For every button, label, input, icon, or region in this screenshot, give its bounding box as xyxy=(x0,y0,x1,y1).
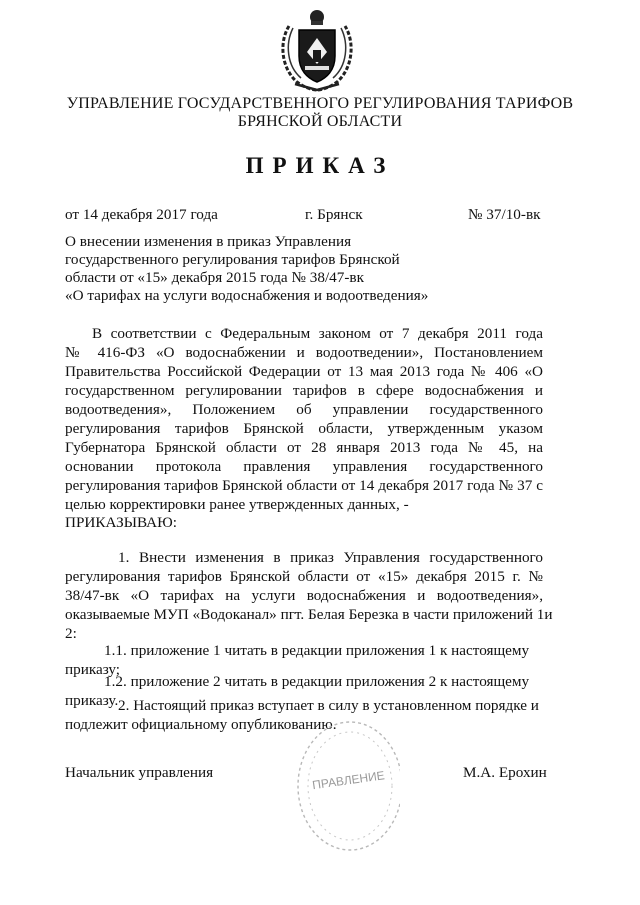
preamble-line: Губернатора Брянской области от 28 января 2013 года № 45, на xyxy=(65,439,543,456)
item-1-line: оказываемые МУП «Водоканал» пгт. Белая Березка в части приложений 1и xyxy=(65,606,553,623)
official-stamp xyxy=(290,718,400,858)
item-1-1-line: 1.1. приложение 1 читать в редакции приложения 1 к настоящему xyxy=(104,642,530,659)
order-number: № 37/10-вк xyxy=(468,206,541,223)
item-1-line: 2: xyxy=(65,625,77,642)
coat-of-arms-emblem xyxy=(275,6,359,92)
order-city: г. Брянск xyxy=(305,206,363,223)
item-1-2-line: 1.2. приложение 2 читать в редакции приложения 2 к настоящему xyxy=(104,673,530,690)
preamble-line: целью корректировки ранее утвержденных данных, - xyxy=(65,496,409,513)
preamble-line: Правительства Российской Федерации от 13 мая 2013 года № 406 «О xyxy=(65,363,543,380)
preamble-line: № 416-ФЗ «О водоснабжении и водоотведении», Постановлением xyxy=(65,344,543,361)
item-1-line: 1. Внести изменения в приказ Управления государственного xyxy=(118,549,543,566)
item-1-1-line: приказу; xyxy=(65,661,121,678)
signatory-position: Начальник управления xyxy=(65,764,214,781)
preamble-line: основании протокола правления управления государственного xyxy=(65,458,543,475)
command-word: ПРИКАЗЫВАЮ: xyxy=(65,514,177,531)
item-1-line: 38/47-вк «О тарифах на услуги водоснабжения и водоотведения», xyxy=(65,587,543,604)
order-date: от 14 декабря 2017 года xyxy=(65,206,218,223)
organization-name-line1: УПРАВЛЕНИЕ ГОСУДАРСТВЕННОГО РЕГУЛИРОВАНИЯ ТАРИФОВ xyxy=(66,95,574,112)
preamble-line: регулирования тарифов Брянской области от 14 декабря 2017 года № 37 с xyxy=(65,477,543,494)
preamble-line: В соответствии с Федеральным законом от 7 декабря 2011 года xyxy=(92,325,543,342)
subject-line: О внесении изменения в приказ Управления xyxy=(65,233,352,250)
stamp-text: ПРАВЛЕНИЕ xyxy=(311,768,386,793)
item-1-2-line: приказу. xyxy=(65,692,119,709)
subject-line: государственного регулирования тарифов Брянской xyxy=(65,251,400,268)
preamble-line: водоотведения», Положением об управлении государственного xyxy=(65,401,543,418)
organization-name-line2: БРЯНСКОЙ ОБЛАСТИ xyxy=(237,113,403,130)
item-2-line: подлежит официальному опубликованию. xyxy=(65,716,337,733)
signatory-name: М.А. Ерохин xyxy=(463,764,547,781)
subject-line: «О тарифах на услуги водоснабжения и водоотведения» xyxy=(65,287,429,304)
preamble-line: регулирования тарифов Брянской области, утвержденным указом xyxy=(65,420,543,437)
item-2-line: 2. Настоящий приказ вступает в силу в установленном порядке и xyxy=(118,697,539,714)
document-title: ПРИКАЗ xyxy=(245,153,395,178)
item-1-line: регулирования тарифов Брянской области от «15» декабря 2015 г. № xyxy=(65,568,543,585)
preamble-line: государственном регулировании тарифов в сфере водоснабжения и xyxy=(65,382,543,399)
subject-line: области от «15» декабря 2015 года № 38/47-вк xyxy=(65,269,364,286)
